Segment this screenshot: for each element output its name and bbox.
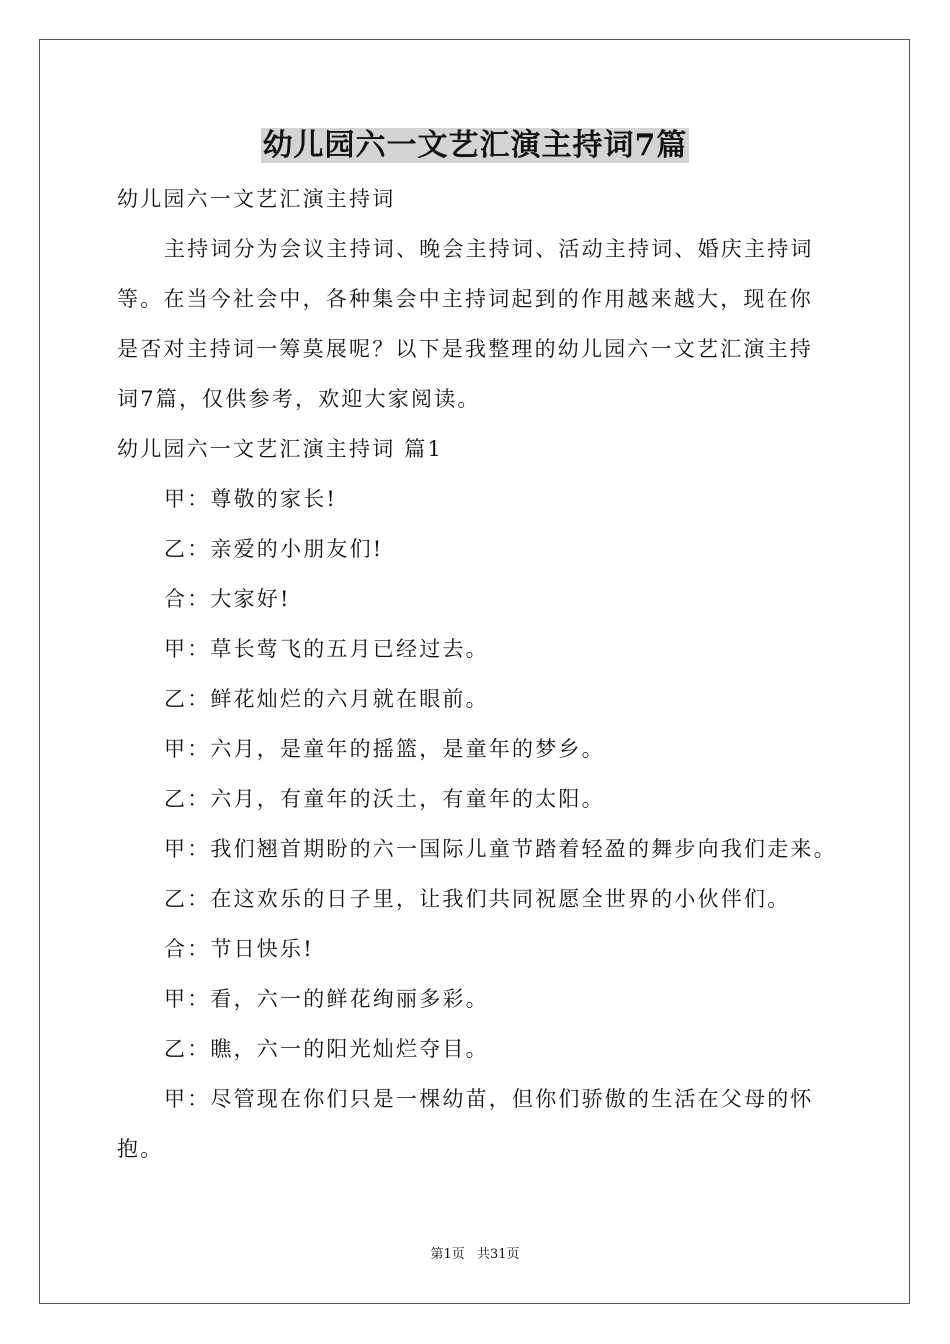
document-title bbox=[0, 124, 950, 168]
dialogue-line: 甲：尽管现在你们只是一棵幼苗，但你们骄傲的生活在父母的怀 bbox=[164, 1087, 814, 1111]
dialogue-line: 合：大家好! bbox=[164, 587, 291, 611]
dialogue-line: 甲：尊敬的家长! bbox=[164, 487, 338, 511]
intro-paragraph-line-4: 词7篇，仅供参考，欢迎大家阅读。 bbox=[117, 387, 481, 411]
subtitle-line: 幼儿园六一文艺汇演主持词 bbox=[117, 187, 396, 211]
dialogue-line: 乙：瞧，六一的阳光灿烂夺目。 bbox=[164, 1037, 489, 1061]
page-border bbox=[39, 39, 910, 1304]
intro-paragraph-line-2: 等。在当今社会中，各种集会中主持词起到的作用越来越大，现在你 bbox=[117, 287, 813, 311]
dialogue-line: 乙：在这欢乐的日子里，让我们共同祝愿全世界的小伙伴们。 bbox=[164, 887, 791, 911]
page-total: 共31页 bbox=[476, 1247, 520, 1262]
document-title-text: 幼儿园六一文艺汇演主持词7篇 bbox=[262, 128, 688, 163]
dialogue-line: 乙：鲜花灿烂的六月就在眼前。 bbox=[164, 687, 489, 711]
dialogue-line: 乙：六月，有童年的沃土，有童年的太阳。 bbox=[164, 787, 605, 811]
dialogue-line: 甲：六月，是童年的摇篮，是童年的梦乡。 bbox=[164, 737, 605, 761]
dialogue-line: 甲：草长莺飞的五月已经过去。 bbox=[164, 637, 489, 661]
dialogue-line: 合：节日快乐! bbox=[164, 937, 314, 961]
section-heading: 幼儿园六一文艺汇演主持词 篇1 bbox=[117, 437, 444, 461]
intro-paragraph-line-3: 是否对主持词一筹莫展呢？以下是我整理的幼儿园六一文艺汇演主持 bbox=[117, 337, 813, 361]
page-number: 第1页 bbox=[430, 1247, 465, 1262]
intro-paragraph-line-1: 主持词分为会议主持词、晚会主持词、活动主持词、婚庆主持词 bbox=[164, 237, 814, 261]
dialogue-line: 乙：亲爱的小朋友们! bbox=[164, 537, 384, 561]
dialogue-line: 甲：我们翘首期盼的六一国际儿童节踏着轻盈的舞步向我们走来。 bbox=[164, 837, 837, 861]
dialogue-line: 甲：看，六一的鲜花绚丽多彩。 bbox=[164, 987, 489, 1011]
dialogue-line-continuation: 抱。 bbox=[117, 1137, 164, 1161]
page-footer bbox=[0, 1246, 950, 1264]
